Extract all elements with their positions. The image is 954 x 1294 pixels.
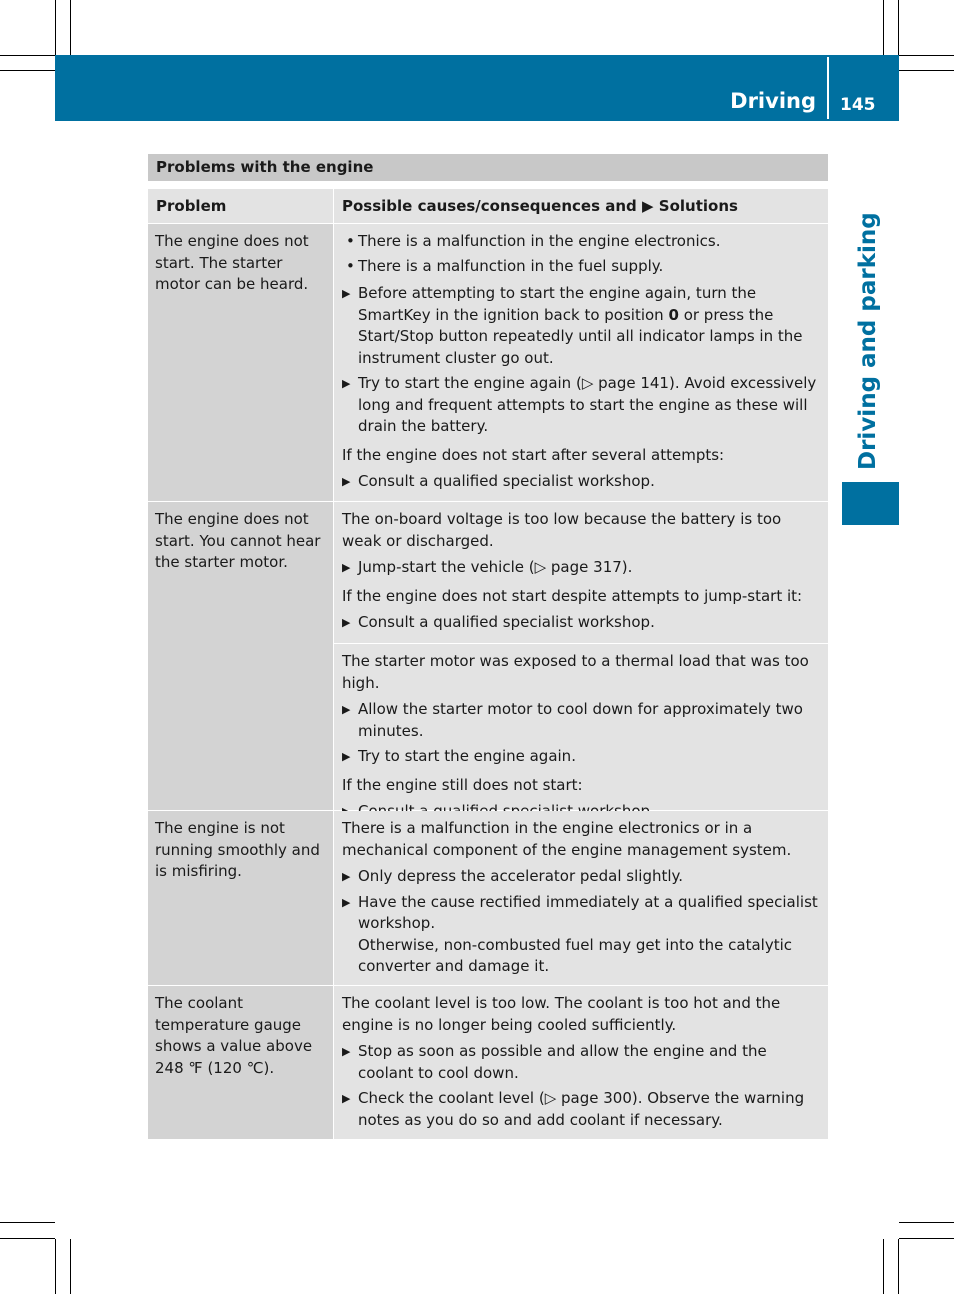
action-item: [342, 892, 821, 978]
side-tab-label: Driving and parking: [855, 212, 881, 470]
action-item: [342, 866, 821, 888]
action-item: [342, 373, 821, 438]
action-arrow-icon: ▶: [342, 1045, 351, 1058]
crop-mark: [0, 1238, 55, 1239]
table-row: [148, 811, 828, 985]
bullet-item: [342, 231, 821, 253]
crop-mark: [70, 1239, 71, 1294]
table-row: [148, 986, 828, 1139]
problem-cell: The engine does not start. You cannot hear the starter motor.: [148, 502, 333, 810]
column-header-problem: Problem: [148, 189, 333, 223]
crop-mark: [898, 1239, 899, 1294]
action-text: Try to start the engine again.: [358, 747, 576, 765]
action-text: Consult a qualified specialist workshop.: [358, 472, 655, 490]
crop-mark: [55, 0, 56, 55]
action-item: [342, 746, 821, 768]
action-item: [342, 1041, 821, 1084]
solution-cell: [334, 224, 828, 501]
bullet-item: [342, 256, 821, 278]
column-header-solutions-label: Solutions: [658, 197, 738, 215]
info-text: If the engine does not start after several attempts:: [342, 445, 725, 464]
crop-mark: [55, 1239, 56, 1294]
action-text: Allow the starter motor to cool down for approximately two minutes.: [358, 700, 803, 740]
action-arrow-icon: ▶: [342, 895, 351, 909]
solution-cell: [334, 986, 828, 1139]
crop-mark: [899, 70, 954, 71]
bullet-text: There is a malfunction in the engine electronics.: [358, 232, 721, 250]
info-text: If the engine still does not start:: [342, 775, 583, 794]
action-item: [342, 471, 821, 493]
action-text: Jump-start the vehicle (▷ page 317).: [358, 558, 633, 576]
problem-cell: The coolant temperature gauge shows a value above 248 ℉ (120 ℃).: [148, 986, 333, 1139]
action-arrow-icon: ▶: [342, 616, 351, 629]
action-arrow-icon: ▶: [342, 475, 351, 488]
solution-cell: [334, 811, 828, 985]
action-text: Have the cause rectified immediately at a qualified specialist workshop.: [358, 892, 818, 932]
crop-mark: [899, 1222, 954, 1223]
action-text: Consult a qualified specialist workshop.: [358, 613, 655, 631]
problem-cell: The engine does not start. The starter motor can be heard.: [148, 224, 333, 501]
info-text: If the engine does not start despite attempts to jump-start it:: [342, 586, 803, 605]
solution-cell: [334, 502, 828, 643]
action-arrow-icon: ▶: [342, 561, 351, 574]
chapter-title: Driving: [730, 89, 816, 113]
cause-text: There is a malfunction in the engine electronics or in a mechanical component of the engine management system.: [342, 819, 792, 859]
action-text: or press the Start/Stop button repeatedly until all indicator lamps in the instrument cluster go out.: [358, 305, 803, 367]
table-row: [148, 224, 828, 501]
arrow-icon: ▶: [642, 197, 654, 215]
crop-mark: [0, 55, 55, 56]
action-arrow-icon: ▶: [342, 377, 351, 390]
position-value: 0: [668, 305, 679, 324]
action-item: [342, 612, 821, 634]
page-number: 145: [840, 95, 876, 115]
action-arrow-icon: ▶: [342, 287, 351, 300]
note-text: Otherwise, non-combusted fuel may get into the catalytic converter and damage it.: [358, 935, 793, 975]
action-arrow-icon: ▶: [342, 1092, 351, 1105]
bullet-text: There is a malfunction in the fuel supply.: [358, 256, 664, 275]
table-row: [148, 502, 828, 810]
bullet-icon: •: [346, 256, 355, 275]
crop-mark: [899, 1238, 954, 1239]
side-tab-marker: [842, 482, 899, 525]
solution-cell: [334, 644, 828, 810]
crop-mark: [0, 1222, 55, 1223]
action-text: Only depress the accelerator pedal slightly.: [358, 867, 684, 885]
header-divider: [827, 57, 829, 119]
action-item: [342, 1088, 821, 1131]
problem-cell: The engine is not running smoothly and is misfiring.: [148, 811, 333, 985]
action-text: Try to start the engine again (▷ page 141). Avoid excessively long and frequent attempts to start the engine as these will drain the battery.: [358, 374, 817, 435]
column-header-causes-label: Possible causes/consequences and: [342, 197, 637, 215]
crop-mark: [899, 55, 954, 56]
table-header: [148, 189, 828, 223]
action-arrow-icon: ▶: [342, 703, 351, 716]
action-item: [342, 699, 821, 742]
crop-mark: [883, 1239, 884, 1294]
cause-text: The on-board voltage is too low because the battery is too weak or discharged.: [342, 510, 782, 550]
action-text: Check the coolant level (▷ page 300). Observe the warning notes as you do so and add coolant if necessary.: [358, 1089, 805, 1129]
action-item: [342, 283, 821, 369]
crop-mark: [70, 0, 71, 55]
action-item: [342, 557, 821, 579]
bullet-icon: •: [346, 232, 355, 250]
crop-mark: [0, 70, 55, 71]
action-text: Stop as soon as possible and allow the engine and the coolant to cool down.: [358, 1042, 767, 1082]
action-arrow-icon: ▶: [342, 870, 351, 883]
action-arrow-icon: ▶: [342, 750, 351, 763]
cause-text: The starter motor was exposed to a thermal load that was too high.: [342, 652, 809, 692]
section-title: Problems with the engine: [148, 154, 828, 181]
cause-text: The coolant level is too low. The coolant is too hot and the engine is no longer being cooled sufficiently.: [342, 994, 781, 1034]
action-text: Before attempting to start the engine again, turn the SmartKey in the ignition back to position: [358, 284, 757, 324]
column-header-solutions: [334, 189, 828, 223]
crop-mark: [898, 0, 899, 55]
crop-mark: [883, 0, 884, 55]
